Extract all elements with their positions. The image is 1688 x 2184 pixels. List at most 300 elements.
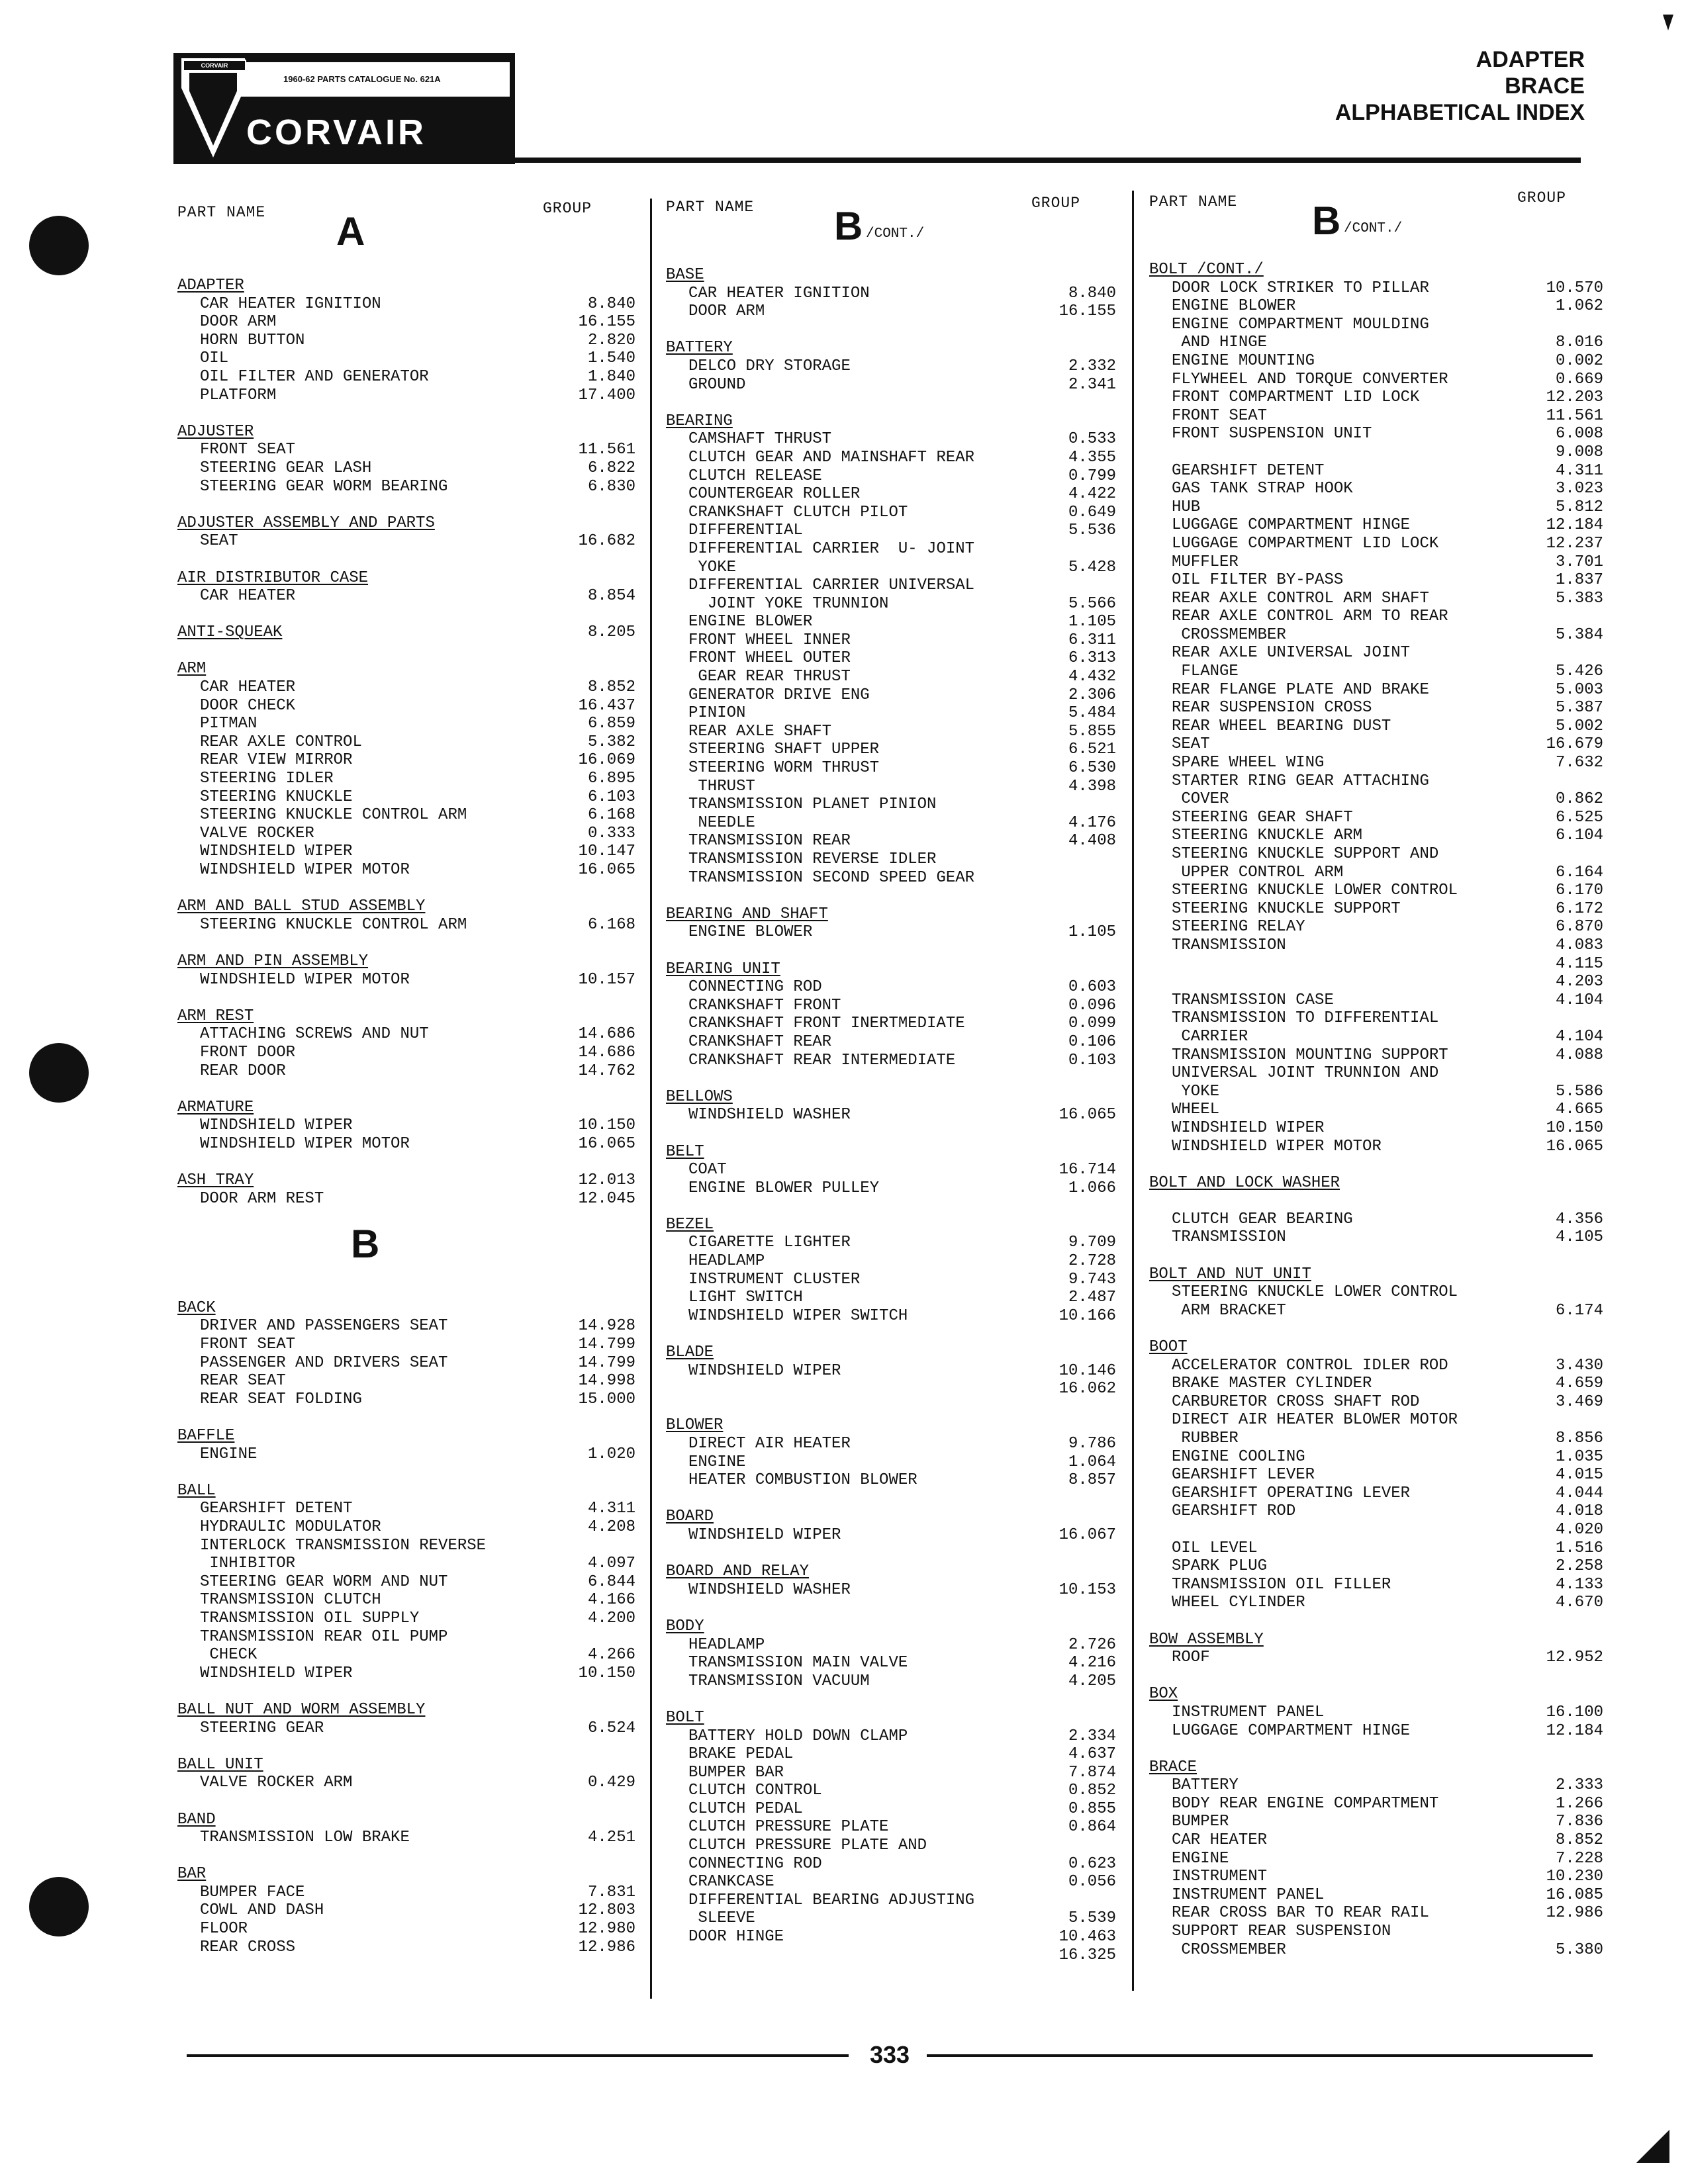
spacer: [177, 1154, 635, 1172]
index-heading: [177, 514, 635, 533]
part-name: CLUTCH PEDAL: [688, 1799, 803, 1818]
group-number: 4.097: [587, 1555, 635, 1573]
part-name: PLATFORM: [200, 386, 277, 404]
group-number: 4.018: [1555, 1502, 1603, 1521]
part-name: ENGINE MOUNTING: [1172, 351, 1315, 370]
part-name: CAR HEATER IGNITION: [688, 284, 870, 302]
group-number: 4.105: [1555, 1228, 1603, 1247]
title-line-1: ADAPTER: [1476, 47, 1585, 72]
group-number: 6.859: [587, 715, 635, 733]
group-number: 14.762: [578, 1062, 635, 1080]
index-entry: [1149, 1302, 1603, 1320]
group-number: 9.709: [1068, 1234, 1116, 1252]
index-entry: [1149, 443, 1603, 462]
index-entry: [177, 295, 635, 314]
group-number: 6.844: [587, 1572, 635, 1591]
index-entry: [666, 285, 1116, 303]
group-number: 4.203: [1555, 973, 1603, 991]
index-entry: [666, 1289, 1116, 1307]
index-entry: [1149, 371, 1603, 389]
part-name: TRANSMISSION CLUTCH: [200, 1591, 381, 1610]
index-entry: [1149, 900, 1603, 919]
index-entry: [666, 686, 1116, 705]
group-number: 16.069: [578, 751, 635, 770]
group-number: 4.398: [1068, 777, 1116, 796]
part-name: REAR WHEEL BEARING DUST: [1172, 717, 1391, 735]
index-entry: [1149, 279, 1603, 298]
group-number: 6.172: [1555, 899, 1603, 918]
part-name: CROSSMEMBER: [1172, 625, 1286, 644]
index-entry: [666, 1928, 1116, 1946]
group-number: 0.649: [1068, 503, 1116, 522]
index-entry: [1149, 882, 1603, 900]
group-number: 10.166: [1058, 1306, 1116, 1325]
index-entry: [177, 1774, 635, 1792]
group-number: 10.146: [1058, 1361, 1116, 1380]
index-entry: [1149, 1868, 1603, 1886]
part-name: TRANSMISSION LOW BRAKE: [200, 1829, 410, 1847]
group-number: 4.216: [1068, 1654, 1116, 1672]
index-entry: [1149, 1722, 1603, 1741]
part-name: DRIVER AND PASSENGERS SEAT: [200, 1317, 448, 1336]
index-entry: [666, 1672, 1116, 1691]
group-number: 5.855: [1068, 722, 1116, 741]
index-entry: [1149, 918, 1603, 936]
group-number: 5.003: [1555, 680, 1603, 699]
part-name: BODY REAR ENGINE COMPARTMENT: [1172, 1794, 1439, 1813]
index-entry: [666, 1307, 1116, 1326]
part-name: LUGGAGE COMPARTMENT HINGE: [1172, 516, 1411, 535]
column-divider: [650, 199, 652, 1999]
index-entry: [666, 1033, 1116, 1052]
part-heading: AIR DISTRIBUTOR CASE: [177, 569, 369, 587]
part-name: SPARE WHEEL WING: [1172, 754, 1325, 772]
group-number: 0.799: [1068, 467, 1116, 485]
index-entry: [666, 467, 1116, 486]
index-entry: [666, 978, 1116, 997]
group-number: 0.002: [1555, 351, 1603, 370]
index-heading: [666, 960, 1116, 979]
index-entry: [1149, 1046, 1603, 1065]
part-name: REAR VIEW MIRROR: [200, 751, 353, 770]
section-letter: B: [351, 1222, 380, 1267]
part-heading: BOLT /CONT./: [1149, 261, 1264, 279]
part-name: STEERING SHAFT UPPER: [688, 741, 880, 759]
index-heading: [666, 905, 1116, 924]
part-name-label: PART NAME: [177, 204, 266, 221]
part-name: CRANKSHAFT CLUTCH PILOT: [688, 503, 908, 522]
index-entry: [177, 441, 635, 459]
index-entry: [177, 842, 635, 861]
group-number: 14.686: [578, 1025, 635, 1044]
index-entry: [1149, 352, 1603, 371]
spacer: [177, 1792, 635, 1811]
group-number: 10.570: [1546, 279, 1603, 297]
group-number: 14.799: [578, 1353, 635, 1372]
group-number: 4.205: [1068, 1672, 1116, 1690]
group-number: 16.065: [578, 1134, 635, 1153]
part-heading: BOW ASSEMBLY: [1149, 1630, 1264, 1649]
part-name: STEERING KNUCKLE SUPPORT: [1172, 899, 1401, 918]
index-entry: [1149, 1649, 1603, 1667]
part-name: TRANSMISSION OIL FILLER: [1172, 1575, 1391, 1594]
group-number: 16.155: [578, 313, 635, 332]
group-number: 1.837: [1555, 571, 1603, 590]
index-entry: [177, 1664, 635, 1683]
group-number: 7.836: [1555, 1813, 1603, 1831]
spacer: [1149, 1667, 1603, 1686]
group-number: 4.266: [587, 1646, 635, 1664]
group-number: 4.356: [1555, 1210, 1603, 1228]
index-entry: [1149, 1795, 1603, 1813]
part-name: WINDSHIELD WIPER MOTOR: [1172, 1137, 1382, 1156]
section-letter: A: [336, 209, 365, 253]
index-entry: [177, 861, 635, 880]
index-entry: [177, 1555, 635, 1573]
part-name: PITMAN: [200, 715, 258, 733]
column-divider: [1132, 191, 1134, 1991]
group-number: 5.586: [1555, 1082, 1603, 1101]
part-name: FRONT SEAT: [200, 1336, 296, 1354]
index-entry: [177, 1116, 635, 1135]
index-entry: [666, 1909, 1116, 1928]
index-entry: [666, 1161, 1116, 1179]
index-entry: [1149, 1119, 1603, 1138]
index-heading: [177, 1427, 635, 1445]
part-name: COUNTERGEAR ROLLER: [688, 485, 861, 504]
group-number: 4.208: [587, 1518, 635, 1536]
group-number: 0.862: [1555, 790, 1603, 809]
part-name: STEERING GEAR: [200, 1719, 324, 1737]
spacer: [1149, 1247, 1603, 1265]
index-entry: [177, 387, 635, 405]
part-name: TRANSMISSION CASE: [1172, 991, 1334, 1009]
group-number: 0.533: [1068, 430, 1116, 449]
part-name: FLANGE: [1172, 662, 1239, 681]
index-entry: [666, 1252, 1116, 1271]
index-entry: [1149, 845, 1603, 864]
punch-hole-middle: [29, 1043, 89, 1103]
part-name: YOKE: [1172, 1082, 1220, 1101]
spacer: [666, 1398, 1116, 1417]
part-name-label: PART NAME: [666, 199, 755, 216]
index-entry: [177, 478, 635, 496]
part-name: VALVE ROCKER ARM: [200, 1774, 353, 1792]
index-heading: [666, 339, 1116, 357]
part-name: REAR AXLE UNIVERSAL JOINT: [1172, 644, 1411, 662]
continued-label: /CONT./: [866, 226, 925, 242]
part-name: WINDSHIELD WIPER: [688, 1525, 841, 1544]
group-number: 0.099: [1068, 1015, 1116, 1033]
part-name: CRANKSHAFT FRONT INERTMEDIATE: [688, 1015, 965, 1033]
index-entry: [177, 1829, 635, 1847]
index-entry: [1149, 1776, 1603, 1795]
part-name: TRANSMISSION OIL SUPPLY: [200, 1609, 420, 1627]
group-number: 1.266: [1555, 1794, 1603, 1813]
part-name: WINDSHIELD WIPER: [688, 1361, 841, 1380]
group-number: 0.852: [1068, 1782, 1116, 1800]
index-entry: [177, 1390, 635, 1409]
index-entry: [1149, 772, 1603, 791]
index-entry: [177, 1884, 635, 1902]
group-number: 4.083: [1555, 936, 1603, 954]
index-entries: [1149, 261, 1603, 1959]
index-entry: [666, 595, 1116, 614]
part-heading: BALL NUT AND WORM ASSEMBLY: [177, 1700, 426, 1719]
spacer: [177, 880, 635, 898]
index-entry: [1149, 1850, 1603, 1868]
index-heading: [666, 1617, 1116, 1636]
part-name: SPARK PLUG: [1172, 1557, 1268, 1576]
group-number: 12.952: [1546, 1649, 1603, 1667]
group-number: 4.311: [1555, 461, 1603, 480]
part-name: REAR CROSS BAR TO REAR RAIL: [1172, 1904, 1429, 1923]
part-name: INSTRUMENT PANEL: [1172, 1703, 1325, 1721]
brand-name: CORVAIR: [246, 113, 427, 152]
spacer: [666, 1690, 1116, 1709]
part-name: CLUTCH GEAR BEARING: [1172, 1210, 1353, 1228]
group-number: 10.150: [1546, 1118, 1603, 1137]
part-name: DOOR HINGE: [688, 1928, 784, 1946]
spacer: [177, 1847, 635, 1866]
index-entry: [1149, 735, 1603, 754]
part-name: CAR HEATER IGNITION: [200, 295, 381, 313]
group-number: 9.008: [1555, 443, 1603, 461]
group-number: 7.831: [587, 1883, 635, 1901]
index-heading: [1149, 1685, 1603, 1704]
part-name: STEERING KNUCKLE LOWER CONTROL: [1172, 1283, 1458, 1302]
part-name: GEARSHIFT DETENT: [200, 1500, 353, 1518]
part-name: REAR AXLE CONTROL ARM TO REAR: [1172, 608, 1448, 626]
part-name: REAR AXLE SHAFT: [688, 722, 832, 741]
group-number: 6.311: [1068, 631, 1116, 649]
part-name: CAMSHAFT THRUST: [688, 430, 832, 449]
part-name: REAR SEAT FOLDING: [200, 1390, 362, 1408]
part-name: TRANSMISSION REAR: [688, 832, 851, 850]
index-entry: [666, 723, 1116, 741]
index-entry: [1149, 1283, 1603, 1302]
group-number: 5.428: [1068, 558, 1116, 576]
index-entry: [1149, 516, 1603, 535]
index-entry: [666, 1106, 1116, 1124]
continued-label: /CONT./: [1344, 221, 1403, 236]
spacer: [177, 606, 635, 624]
group-number: 8.857: [1068, 1471, 1116, 1490]
group-number: 0.864: [1068, 1818, 1116, 1837]
index-entry: [666, 1526, 1116, 1545]
corner-mark-top-right: [1663, 15, 1673, 30]
index-entry: [1149, 1904, 1603, 1923]
part-name: ENGINE BLOWER: [1172, 297, 1296, 316]
index-entry: [177, 825, 635, 843]
group-number: 1.516: [1555, 1539, 1603, 1557]
index-entry: [666, 1271, 1116, 1289]
part-name: CLUTCH PRESSURE PLATE: [688, 1818, 889, 1837]
part-name: DOOR ARM REST: [200, 1189, 324, 1208]
group-number: 6.530: [1068, 759, 1116, 778]
part-heading: ARM REST: [177, 1007, 254, 1025]
group-number: 10.157: [578, 970, 635, 989]
page-number: 333: [869, 2041, 910, 2068]
group-number: 16.325: [1058, 1946, 1116, 1964]
index-entry: [177, 733, 635, 752]
part-name: STEERING KNUCKLE LOWER CONTROL: [1172, 882, 1458, 900]
index-entry: [1149, 297, 1603, 316]
group-number: 1.064: [1068, 1453, 1116, 1471]
index-entry: [1149, 1138, 1603, 1156]
part-heading: BELLOWS: [666, 1087, 733, 1106]
spacer: [177, 1463, 635, 1482]
index-heading: [666, 1143, 1116, 1161]
index-entry: [666, 1453, 1116, 1472]
index-entry: [1149, 1448, 1603, 1467]
group-number: 4.251: [587, 1829, 635, 1847]
part-heading: BATTERY: [666, 339, 733, 357]
index-entry: [1149, 1028, 1603, 1046]
part-name: CAR HEATER: [200, 587, 296, 606]
group-number: 5.387: [1555, 699, 1603, 717]
index-entry: [1149, 1466, 1603, 1484]
group-number: 0.623: [1068, 1854, 1116, 1873]
group-number: 14.998: [578, 1372, 635, 1390]
index-entry: [1149, 1813, 1603, 1831]
index-entry: [177, 770, 635, 788]
index-entry: [1149, 1083, 1603, 1101]
part-heading: ARM: [177, 660, 207, 678]
spacer: [177, 1737, 635, 1756]
part-name: HEADLAMP: [688, 1635, 765, 1654]
index-entry: [666, 759, 1116, 778]
group-number: 4.200: [587, 1609, 635, 1627]
index-entry: [666, 504, 1116, 522]
part-name: REAR SUSPENSION CROSS: [1172, 699, 1372, 717]
part-name: TRANSMISSION REVERSE IDLER: [688, 850, 937, 868]
index-column-3: [1149, 175, 1603, 1959]
spacer: [1149, 1192, 1603, 1210]
part-name: FRONT COMPARTMENT LID LOCK: [1172, 388, 1420, 407]
part-name: WINDSHIELD WIPER MOTOR: [200, 861, 410, 879]
corner-mark-bottom-right: [1636, 2130, 1669, 2163]
part-name: DIFFERENTIAL: [688, 522, 803, 540]
group-number: 16.067: [1058, 1525, 1116, 1544]
part-name: STEERING GEAR WORM AND NUT: [200, 1572, 448, 1591]
part-name: CRANKCASE: [688, 1873, 774, 1891]
part-name: TRANSMISSION MAIN VALVE: [688, 1654, 908, 1672]
index-heading: [177, 952, 635, 971]
group-number: 12.986: [1546, 1904, 1603, 1923]
group-number: 6.104: [1555, 827, 1603, 845]
part-name: TRANSMISSION PLANET PINION: [688, 796, 937, 814]
part-name: REAR CROSS: [200, 1938, 296, 1956]
group-number: 6.103: [587, 788, 635, 806]
index-entry: [1149, 462, 1603, 480]
index-entry: [666, 1380, 1116, 1398]
index-entry: [1149, 1831, 1603, 1850]
group-number: 6.830: [587, 477, 635, 496]
punch-hole-top: [29, 216, 89, 275]
group-number: 5.383: [1555, 589, 1603, 608]
part-name: CRANKSHAFT REAR: [688, 1032, 832, 1051]
group-number: 8.852: [587, 678, 635, 697]
group-number: 0.096: [1068, 996, 1116, 1015]
spacer: [177, 989, 635, 1007]
index-entry: [1149, 754, 1603, 772]
part-name: BATTERY: [1172, 1776, 1239, 1795]
part-name: ACCELERATOR CONTROL IDLER ROD: [1172, 1356, 1448, 1375]
part-name: GENERATOR DRIVE ENG: [688, 686, 870, 704]
group-number: 6.521: [1068, 741, 1116, 759]
group-number: 6.525: [1555, 808, 1603, 827]
group-number: 5.566: [1068, 594, 1116, 613]
index-entry: [177, 459, 635, 478]
part-name: MUFFLER: [1172, 553, 1239, 571]
group-number: 8.856: [1555, 1430, 1603, 1447]
part-name: STEERING KNUCKLE SUPPORT AND: [1172, 845, 1439, 863]
group-number: 1.105: [1068, 613, 1116, 631]
group-number: 0.333: [587, 824, 635, 842]
index-entry: [1149, 1594, 1603, 1612]
index-entry: [1149, 1101, 1603, 1119]
part-heading: BEZEL: [666, 1215, 714, 1234]
part-name: ENGINE BLOWER PULLEY: [688, 1179, 880, 1197]
spacer: [666, 1069, 1116, 1088]
index-entry: [666, 1946, 1116, 1965]
group-number: 4.044: [1555, 1484, 1603, 1502]
part-heading: BOLT AND LOCK WASHER: [1149, 1173, 1340, 1192]
part-name: ENGINE COMPARTMENT MOULDING: [1172, 315, 1429, 334]
group-number: 4.104: [1555, 991, 1603, 1009]
part-heading: BELT: [666, 1142, 704, 1161]
part-name: ENGINE: [200, 1445, 258, 1463]
group-number: 16.062: [1058, 1380, 1116, 1398]
part-name: CONNECTING ROD: [688, 978, 822, 997]
group-number: 9.786: [1068, 1435, 1116, 1453]
part-name: WHEEL: [1172, 1101, 1220, 1119]
group-number: 4.104: [1555, 1027, 1603, 1046]
part-name: STEERING RELAY: [1172, 918, 1305, 936]
part-name: OIL FILTER BY-PASS: [1172, 571, 1344, 590]
group-number: 7.228: [1555, 1849, 1603, 1868]
part-name: GEARSHIFT ROD: [1172, 1502, 1296, 1521]
part-name: DIRECT AIR HEATER BLOWER MOTOR: [1172, 1411, 1458, 1430]
part-name: GEARSHIFT OPERATING LEVER: [1172, 1484, 1411, 1502]
header-rule: [173, 158, 1581, 163]
part-name: TRANSMISSION REAR OIL PUMP: [200, 1627, 448, 1646]
part-name: ROOF: [1172, 1649, 1210, 1667]
punch-hole-bottom: [29, 1877, 89, 1936]
index-entry: [1149, 334, 1603, 352]
column-header: [1149, 175, 1603, 243]
part-name: WINDSHIELD WASHER: [688, 1106, 851, 1124]
index-entry: [177, 1025, 635, 1044]
spacer: [666, 942, 1116, 960]
index-entry: [666, 1764, 1116, 1782]
index-entry: [177, 1336, 635, 1354]
spacer: [1149, 1612, 1603, 1631]
part-name: WINDSHIELD WIPER SWITCH: [688, 1306, 908, 1325]
index-heading: [1149, 1631, 1603, 1649]
index-heading: [666, 1563, 1116, 1581]
part-name: ATTACHING SCREWS AND NUT: [200, 1025, 429, 1044]
group-number: 0.669: [1555, 370, 1603, 388]
part-name: ENGINE: [1172, 1849, 1229, 1868]
index-entry: [177, 1518, 635, 1537]
group-label: GROUP: [1031, 195, 1081, 212]
group-number: 5.539: [1068, 1909, 1116, 1928]
index-entry: [177, 1573, 635, 1592]
index-entry: [177, 1190, 635, 1208]
column-header: [177, 185, 635, 253]
